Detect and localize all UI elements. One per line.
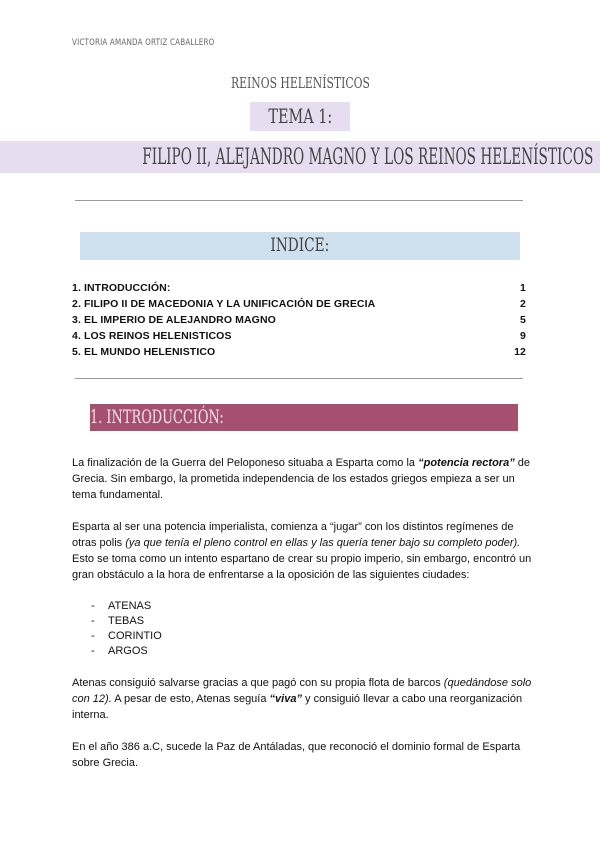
italic-text: (ya que tenía el pleno control en ellas y las quería tener bajo su completo poder). xyxy=(125,537,521,549)
toc-entry-label: 5. EL MUNDO HELENISTICO xyxy=(72,346,216,358)
section-banner xyxy=(90,404,518,431)
index-banner xyxy=(80,232,520,260)
italic-text: (quedándose solo con 12). xyxy=(72,677,532,705)
tema-heading xyxy=(0,102,600,131)
paragraph: En el año 386 a.C, sucede la Paz de Antáladas, que reconoció el dominio formal de Esparta sobre Grecia. xyxy=(72,741,521,769)
toc-entry[interactable] xyxy=(72,328,526,344)
paragraph-text: Esparta al ser una potencia imperialista, comienza a “jugar” con los distintos regímenes de otras polis xyxy=(72,521,514,549)
toc-entry-page: 2 xyxy=(520,298,526,310)
emphasis-text: “viva” xyxy=(269,693,302,705)
tema-text: TEMA 1: xyxy=(268,104,332,128)
paragraph-text: Esto se toma como un intento espartano de crear su propio imperio, sin embargo, encontró un gran obstáculo a la hora de enfrentarse a la oposición de las siguientes ciudades: xyxy=(72,553,532,581)
paragraph-text: A pesar de esto, Atenas seguía xyxy=(111,693,270,705)
list-item-text: ATENAS xyxy=(108,600,152,612)
subject-heading xyxy=(0,74,600,92)
list-item: - CORINTIO xyxy=(91,630,162,642)
list-item: - ATENAS xyxy=(91,600,152,612)
section-content xyxy=(72,455,532,787)
list-item: - TEBAS xyxy=(91,615,145,627)
paragraph-text: Atenas consiguió salvarse gracias a que pagó con su propia flota de barcos xyxy=(72,677,444,689)
author-name: VICTORIA AMANDA ORTIZ CABALLERO xyxy=(72,38,215,48)
paragraph xyxy=(72,675,532,723)
toc-entry[interactable] xyxy=(72,344,526,360)
divider-middle xyxy=(75,378,523,379)
section-heading: 1. INTRODUCCIÓN: xyxy=(90,406,224,428)
paragraph-text: La finalización de la Guerra del Peloponeso situaba a Esparta como la xyxy=(72,457,419,469)
toc-entry-label: 1. INTRODUCCIÓN: xyxy=(72,282,171,294)
toc-entry-page: 5 xyxy=(520,314,526,326)
subject-text: REINOS HELENÍSTICOS xyxy=(230,74,370,92)
toc-entry[interactable] xyxy=(72,296,526,312)
toc-entry[interactable] xyxy=(72,280,526,296)
toc-entry-label: 2. FILIPO II DE MACEDONIA Y LA UNIFICACIÓN DE GRECIA xyxy=(72,298,376,310)
city-list xyxy=(72,599,532,659)
document-title xyxy=(0,141,600,173)
paragraph xyxy=(72,455,532,503)
toc-entry-page: 9 xyxy=(520,330,526,342)
divider-top xyxy=(75,200,523,201)
toc-entry[interactable] xyxy=(72,312,526,328)
paragraph-text: y consiguió llevar a cabo una reorganización interna. xyxy=(72,693,523,721)
paragraph-text: de Grecia. Sin embargo, la prometida independencia de los estados griegos empieza a ser un tema fundamental. xyxy=(72,457,530,501)
toc-entry-page: 12 xyxy=(514,346,526,358)
toc-entry-label: 3. EL IMPERIO DE ALEJANDRO MAGNO xyxy=(72,314,276,326)
list-item-text: CORINTIO xyxy=(108,630,162,642)
index-title: INDICE: xyxy=(270,234,330,256)
emphasis-text: “potencia rectora” xyxy=(418,457,515,469)
list-item: - ARGOS xyxy=(91,645,148,657)
toc-entry-page: 1 xyxy=(520,282,526,294)
list-item-text: TEBAS xyxy=(108,615,145,627)
table-of-contents xyxy=(72,280,526,360)
paragraph xyxy=(72,519,532,583)
toc-entry-label: 4. LOS REINOS HELENISTICOS xyxy=(72,330,232,342)
list-item-text: ARGOS xyxy=(108,645,148,657)
document-title-text: FILIPO II, ALEJANDRO MAGNO Y LOS REINOS HELENÍSTICOS xyxy=(142,145,594,170)
